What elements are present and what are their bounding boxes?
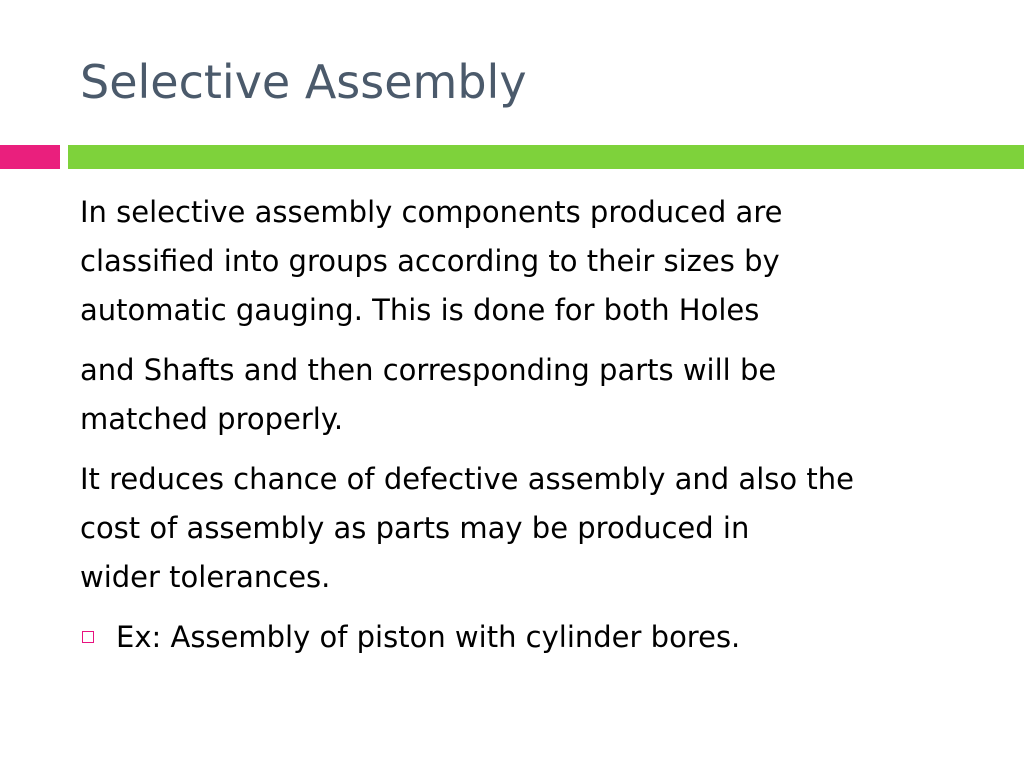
slide-title: Selective Assembly	[80, 55, 527, 109]
bullet-item	[80, 613, 980, 662]
paragraph-line: cost of assembly as parts may be produced in	[80, 511, 750, 545]
paragraph	[80, 346, 980, 444]
paragraph	[80, 455, 980, 602]
hollow-square-bullet-icon	[82, 631, 94, 643]
paragraph-line: classified into groups according to their sizes by	[80, 244, 780, 278]
paragraph-line: matched properly.	[80, 402, 344, 436]
paragraph-line: automatic gauging. This is done for both Holes	[80, 293, 760, 327]
title-accent-bar	[0, 145, 60, 169]
paragraph	[80, 188, 980, 335]
paragraph-line: In selective assembly components produced are	[80, 195, 783, 229]
bullet-text: Ex: Assembly of piston with cylinder bores.	[116, 620, 741, 654]
paragraph-line: and Shafts and then corresponding parts will be	[80, 353, 777, 387]
slide-body	[80, 188, 980, 662]
paragraph-line: It reduces chance of defective assembly and also the	[80, 462, 854, 496]
title-underline-bar	[68, 145, 1024, 169]
paragraph-line: wider tolerances.	[80, 560, 331, 594]
